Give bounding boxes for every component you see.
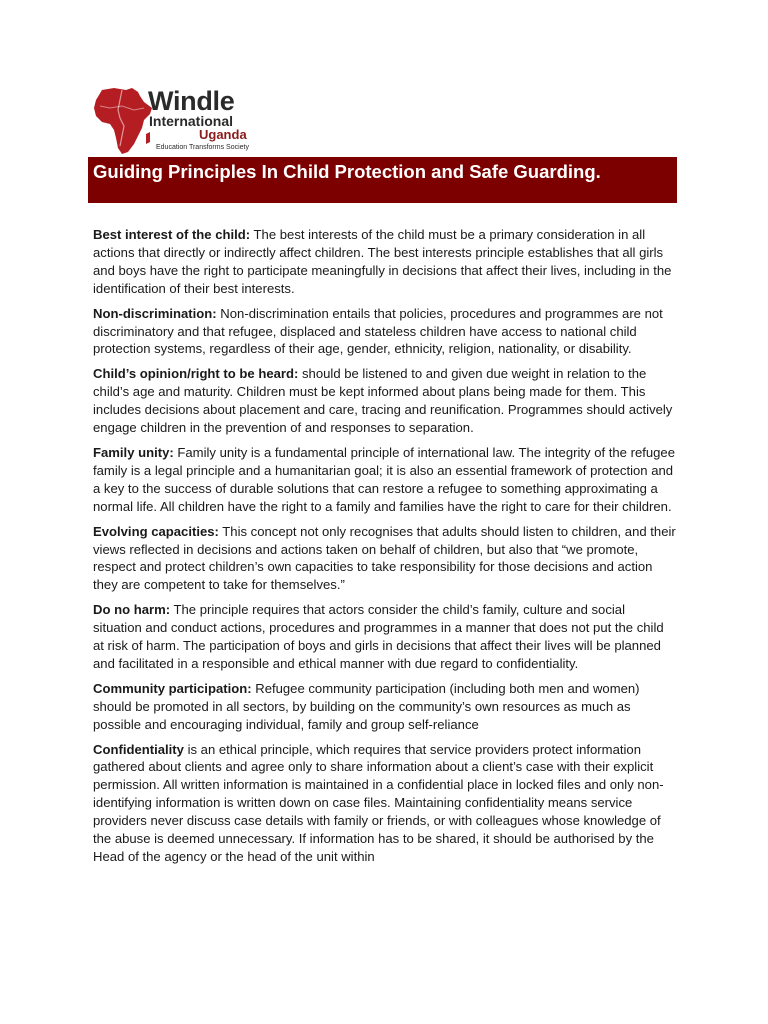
principle-text: Refugee community participation (including both men and women) should be promoted in all sectors, by building on the community’s own resources as much as possible and encouraging individual, family and group self-reliance [93,680,640,732]
document-title: Guiding Principles In Child Protection and Safe Guarding. [93,161,601,182]
principle-text: is an ethical principle, which requires that service providers protect information gathered about clients and agree only to share information about a client’s case with their explicit permission. All written information is maintained in a confidential place in locked files and only non-identifying information is written down on case files. Maintaining confidentiality means service providers never discuss case details with family or friends, or with colleagues whose knowledge of the abuse is deemed unnecessary. If information has to be shared, it should be authorised by the Head of the agency or the head of the unit within [93,741,664,864]
principle-paragraph [93,741,677,866]
africa-map-icon [92,86,156,156]
principle-text: The best interests of the child must be a primary consideration in all actions that directly or indirectly affect children. The best interests principle establishes that all girls and boys have the right to participate meaningfully in decisions that affect their lives, including in the identification of their best interests. [93,227,672,296]
principle-term: Best interest of the child: [93,227,251,242]
principle-text: This concept not only recognises that adults should listen to children, and their views reflected in decisions and actions taken on behalf of children, but also that “we promote, respect and protect children’s own capacities to take responsibility for those decisions and action they are competent to take for themselves.” [93,523,676,593]
principle-text: Family unity is a fundamental principle of international law. The integrity of the refugee family is a legal principle and a humanitarian goal; it is also an essential framework of protection and a key to the success of durable solutions that can restore a refugee to something approximating a normal life. All children have the right to a family and families have the right to care for their children. [93,444,675,514]
title-banner [88,157,677,203]
principle-paragraph [93,523,677,595]
principle-paragraph [93,226,677,298]
principles-list [93,226,677,873]
principle-paragraph [93,365,677,437]
principle-term: Confidentiality [93,741,184,757]
logo-subtitle: International [149,113,234,129]
principle-paragraph [93,305,677,359]
logo-name: Windle [148,86,235,116]
windle-logo [92,86,267,156]
principle-text: The principle requires that actors consider the child’s family, culture and social situation and conduct actions, procedures and programmes in a manner that does not put the child at risk of harm. The participation of boys and girls in decisions that affect their lives will be planned and facilitated in a responsible and ethical manner with due regard to confidentiality. [93,602,664,671]
principle-term: Non-discrimination: [93,305,217,321]
principle-term: Evolving capacities: [93,523,219,539]
principle-paragraph [93,680,677,734]
principle-term: Child’s opinion/right to be heard: [93,366,299,382]
principle-term: Do no harm: [93,602,171,618]
principle-text: Non-discrimination entails that policies, procedures and programmes are not discriminatory and that refugee, displaced and stateless children have access to national child protection systems, regardless of their age, gender, ethnicity, religion, nationality, or disability. [93,305,663,357]
logo-tagline: Education Transforms Society [156,144,249,151]
principle-paragraph [93,444,677,516]
logo-country: Uganda [199,127,247,142]
principle-paragraph [93,601,677,673]
principle-term: Community participation: [93,680,252,696]
principle-term: Family unity: [93,444,174,460]
principle-text: should be listened to and given due weight in relation to the child’s age and maturity. Children must be kept informed about plans being made for them. This includes decisions about placement and care, tracing and reunification. Programmes should actively engage children in the prevention of and responses to separation. [93,366,673,436]
